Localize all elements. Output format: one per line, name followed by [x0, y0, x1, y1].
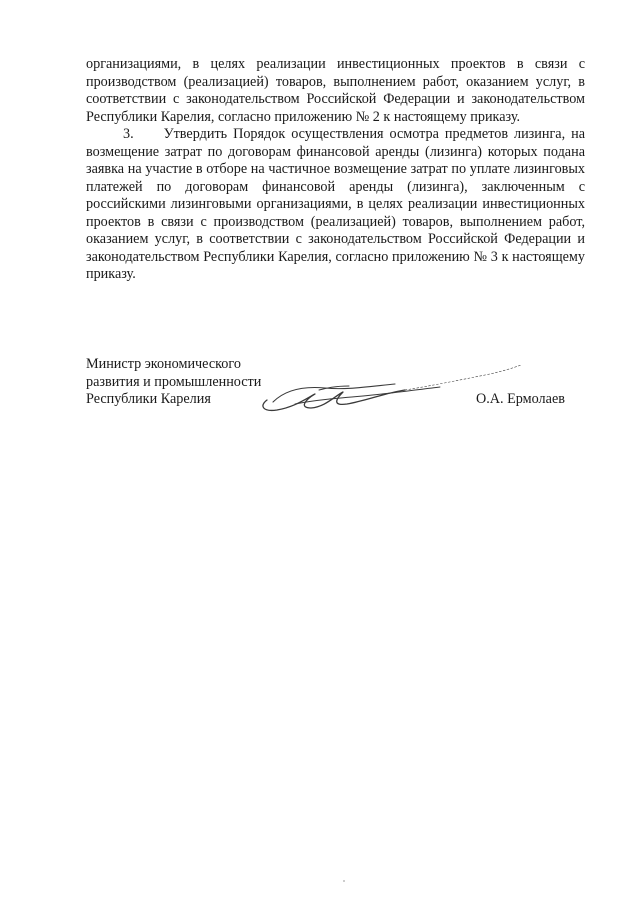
document-body — [86, 56, 585, 284]
position-line-3: Республики Карелия — [86, 391, 211, 407]
paragraph-3 — [86, 126, 585, 284]
signatory-position — [86, 356, 261, 409]
signer-name: О.А. Ермолаев — [476, 391, 565, 407]
paragraph-3-number: 3. — [123, 126, 134, 142]
position-line-2: развития и промышленности — [86, 373, 262, 390]
scan-artifact — [343, 880, 345, 882]
paragraph-3-text: Утвердить Порядок осуществления осмотра предметов лизинга, на возмещение затрат по договорам финансовой аренды (лизинга) которых подана заявка на участие в отборе на частичное возмещение затрат по уплате лизинговых платежей по договорам финансовой аренды (лизинга), заключенным с российскими лизинговыми организациями, в целях реализации инвестиционных проектов в связи с производством (реализацией) товаров, выполнением работ, оказанием услуг, в соответствии с законодательством Российской Федерации и законодательством Республики Карелия, согласно приложению № 3 к настоящему приказу. — [86, 126, 585, 282]
position-line-1: Министр экономического — [86, 356, 241, 372]
handwritten-signature — [255, 360, 525, 420]
paragraph-continuation: организациями, в целях реализации инвестиционных проектов в связи с производством (реализацией) товаров, выполнением работ, оказанием услуг, в соответствии с законодательством Российской Федерации и законодательством Республики Карелия, согласно приложению № 2 к настоящему приказу. — [86, 56, 585, 125]
